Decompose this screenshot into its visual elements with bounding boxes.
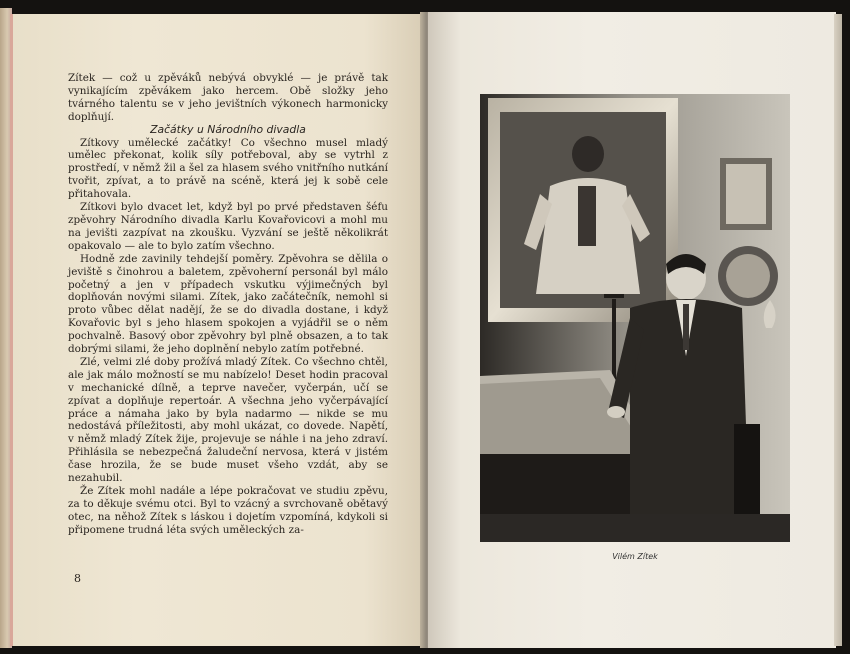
- paragraph: Zítkovi bylo dvacet let, když byl po prvé představen šéfu zpěvohry Národního divadla Karlu Kovařovicovi a mohl mu na jevišti zazpívat na zkoušku. Vyzvání se ještě několikrát opakovalo — ale to bylo zatím všechno.: [68, 201, 388, 252]
- left-page-text: [68, 72, 388, 537]
- intro-paragraph: Zítek — což u zpěváků nebývá obvyklé — je právě tak vynikajícím zpěvákem jako hercem. Obě složky jeho tvárného talentu se v jeho jevištních výkonech harmonicky doplňují.: [68, 72, 388, 123]
- page-stack-edge: [834, 14, 842, 646]
- paragraph: Hodně zde zavinily tehdejší poměry. Zpěvohra se dělila o jeviště s činohrou a baletem, zpěvoherní personál byl málo početný a jen v případech vskutku výjimečných byl doplňován novými silami. Zítek, jako začátečník, nemohl si proto vůbec dělat nadějí, že se do divadla dostane, i když Kovařovic byl s jeho hlasem spokojen a vyjádřil se o něm pochvalně. Basový obor zpěvohry byl plně obsazen, a to tak dobrými silami, že jeho doplnění nebylo zatím potřebné.: [68, 252, 388, 356]
- paragraph: Zítkovy umělecké začátky! Co všechno musel mladý umělec překonat, kolik síly potřeboval, aby se vytrhl z prostředí, v němž žil a šel za hlasem svého vnitřního nutkání tvořit, zpívat, a to právě na scéně, která jej k sobě cele přitahovala.: [68, 136, 388, 201]
- section-heading: Začátky u Národního divadla: [150, 122, 306, 136]
- paragraph: Že Zítek mohl nadále a lépe pokračovat ve studiu zpěvu, za to děkuje svému otci. Byl to vzácný a svrchovaně obětavý otec, na něhož Zítek s láskou i dojetím vzpomíná, kdykoli si připomene trudná léta svých uměleckých za-: [68, 485, 388, 536]
- paragraph: Zlé, velmi zlé doby prožívá mladý Zítek. Co všechno chtěl, ale jak málo možností se mu nabízelo! Deset hodin pracoval v mechanické dílně, a teprve navečer, vyčerpán, učí se zpívat a doplňuje repertoár. A všechna jeho vyčerpávající práce a námaha jako by byla nadarmo — nikde se mu nedostává příležitosti, aby mohl ukázat, co dovede. Napětí, v němž mladý Zítek žije, projevuje se náhle i na jeho zdraví. Přihlásila se nebezpečná žaludeční nervosa, která v jistém čase hrozila, že se bude muset všeho vzdát, aby se nezahubil.: [68, 355, 388, 485]
- page-number: 8: [74, 572, 81, 585]
- photo-caption: Vilém Zítek: [612, 552, 658, 561]
- portrait-photo: [480, 94, 790, 542]
